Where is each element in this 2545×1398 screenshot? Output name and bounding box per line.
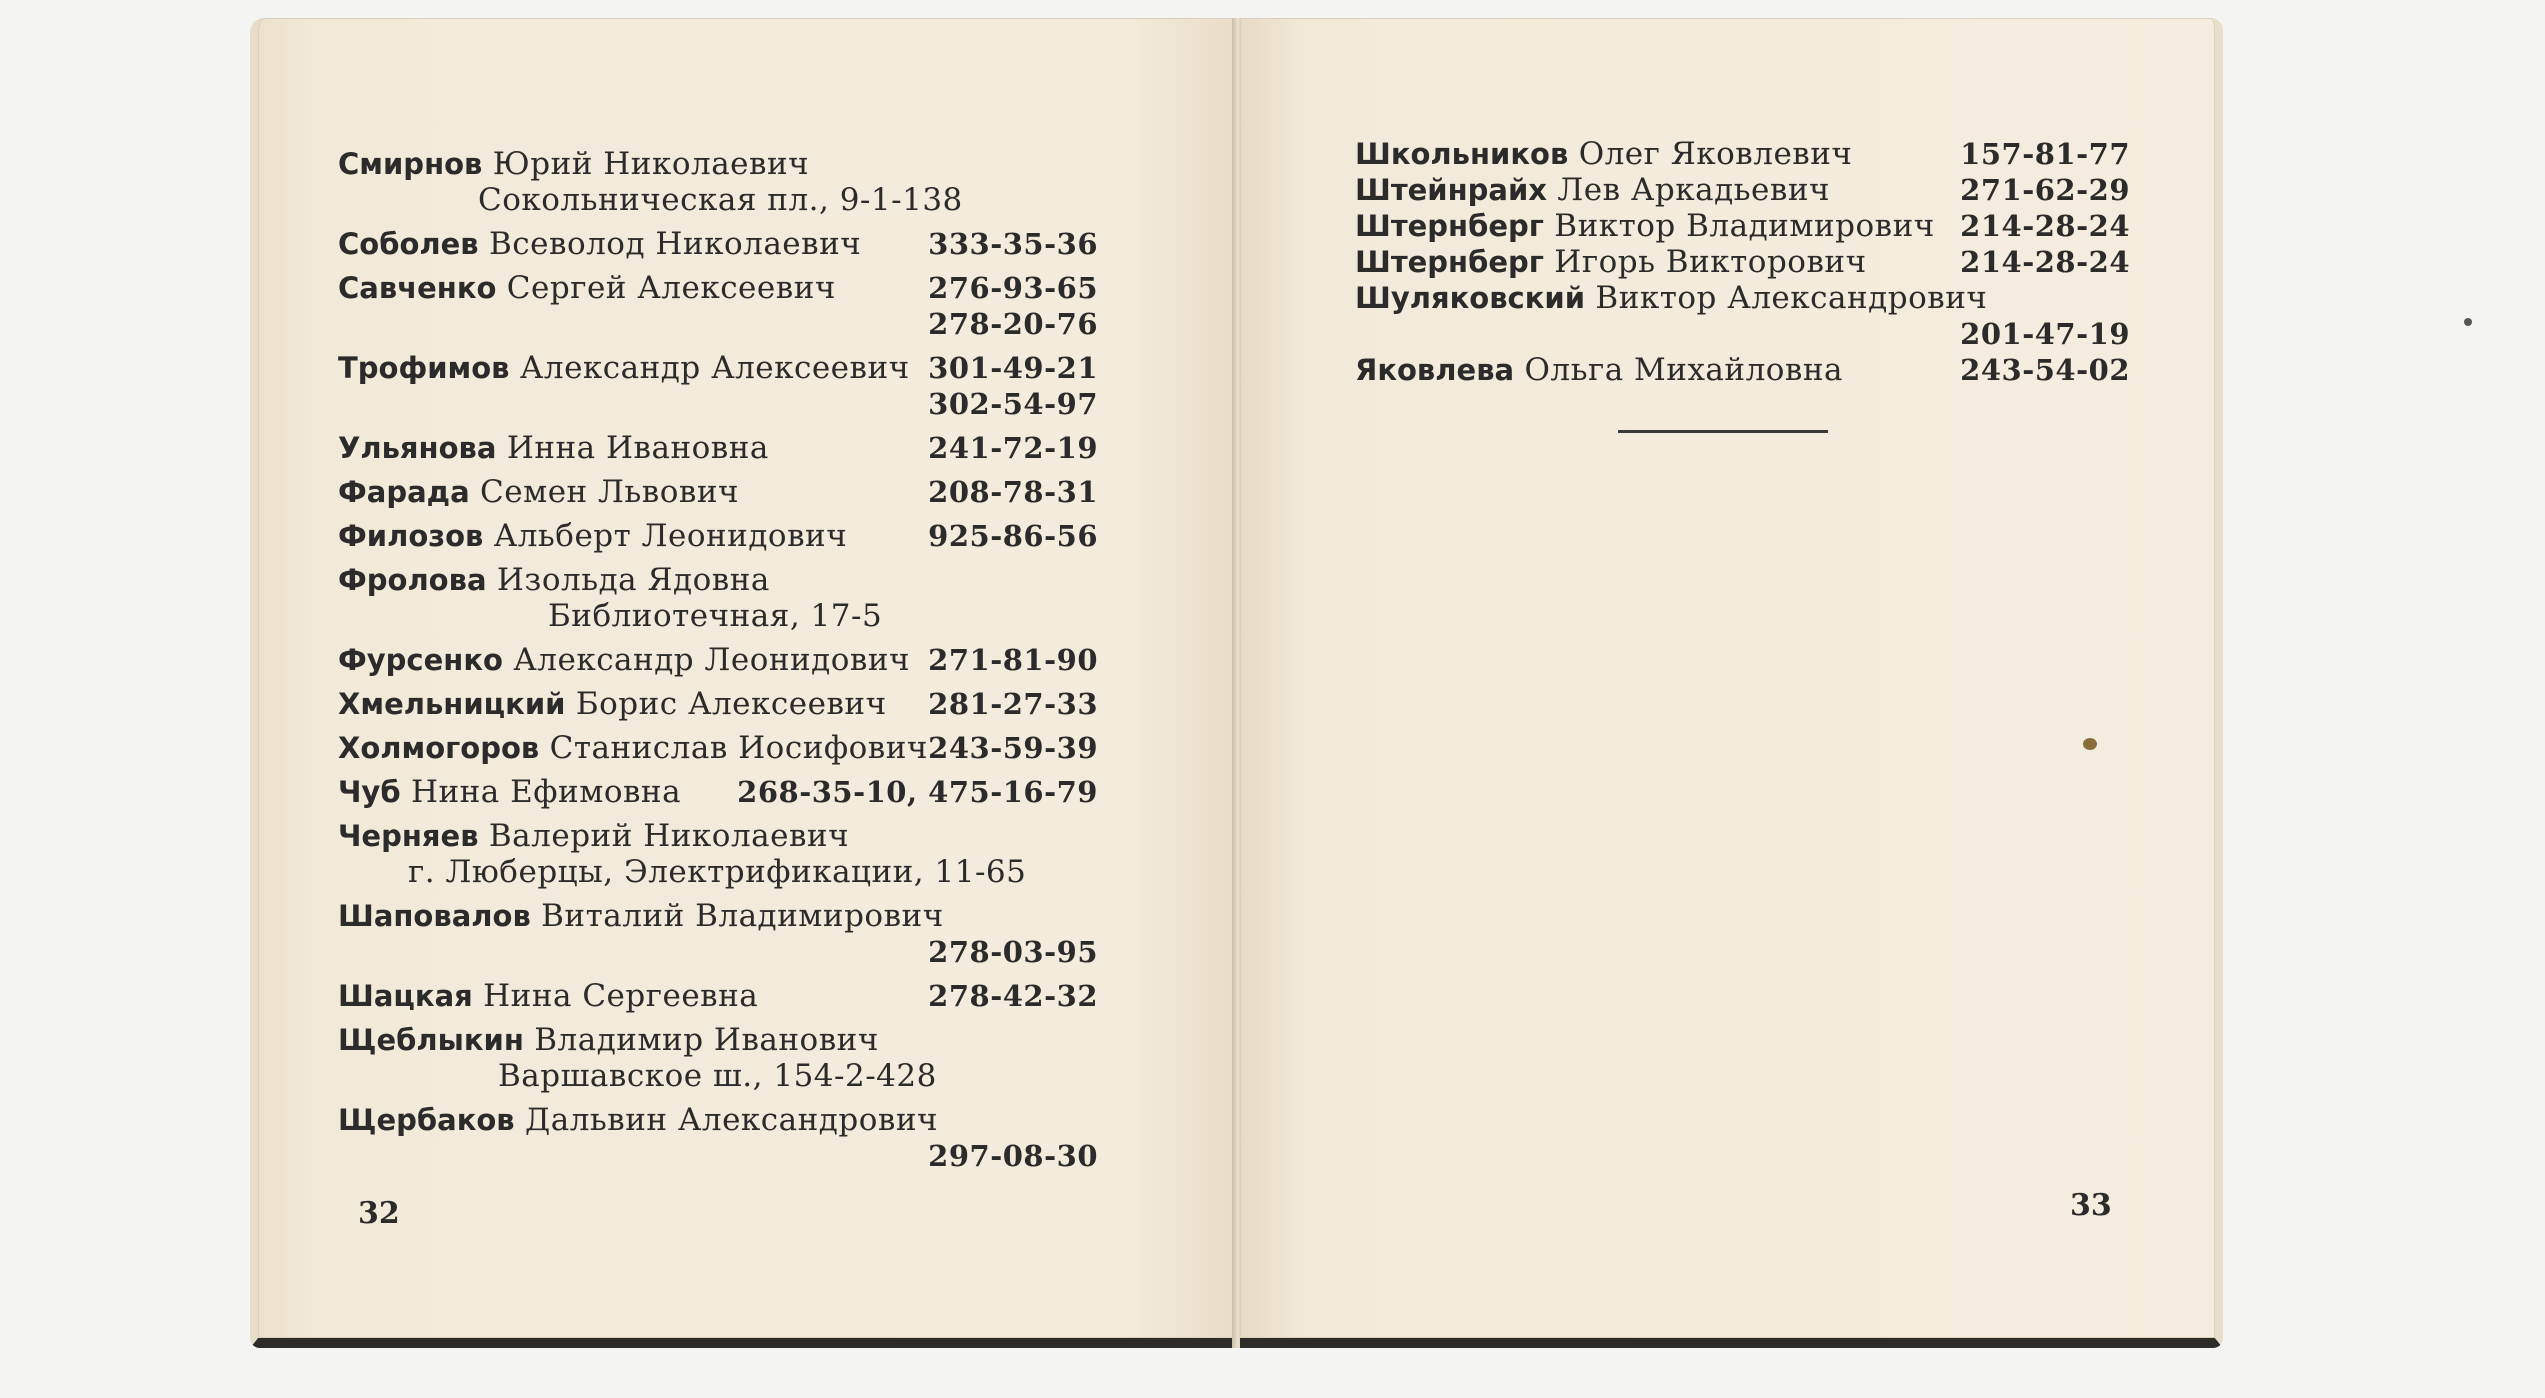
right-page (1240, 18, 2223, 1348)
phone-number: 301-49-21 (928, 351, 1098, 385)
given-name: Виталий Владимирович (541, 898, 944, 934)
surname: Филозов (338, 519, 484, 553)
given-name: Олег Яковлевич (1578, 136, 1853, 172)
directory-entry (338, 642, 1098, 678)
directory-entry (338, 1022, 1098, 1094)
surname: Чуб (338, 775, 401, 809)
directory-entry (338, 898, 1098, 970)
directory-entry (1355, 208, 2130, 244)
dust-speck (2464, 318, 2472, 326)
given-name: Владимир Иванович (534, 1022, 879, 1058)
surname: Штернберг (1355, 245, 1544, 279)
given-name: Виктор Александрович (1595, 280, 1988, 316)
directory-entry (1355, 136, 2130, 172)
given-name: Семен Львович (480, 474, 740, 510)
given-name: Валерий Николаевич (488, 818, 850, 854)
directory-entry (338, 730, 1098, 766)
phone-number: 214-28-24 (1960, 245, 2130, 279)
surname: Щербаков (338, 1103, 515, 1137)
given-name: Сергей Алексеевич (506, 270, 836, 306)
phone-number-extra: 297-08-30 (928, 1139, 1098, 1173)
phone-number-extra: 302-54-97 (928, 387, 1098, 421)
surname: Фурсенко (338, 643, 503, 677)
phone-number-extra: 201-47-19 (1960, 317, 2130, 351)
phone-number: 276-93-65 (928, 271, 1098, 305)
phone-number: 278-42-32 (928, 979, 1098, 1013)
surname: Трофимов (338, 351, 510, 385)
given-name: Борис Алексеевич (575, 686, 887, 722)
right-entry-list (1355, 136, 2130, 388)
given-name: Нина Ефимовна (410, 774, 682, 810)
phone-number: 271-81-90 (928, 643, 1098, 677)
given-name: Изольда Ядовна (496, 562, 770, 598)
surname: Ульянова (338, 431, 497, 465)
phone-number: 214-28-24 (1960, 209, 2130, 243)
given-name: Ольга Михайловна (1524, 352, 1844, 388)
surname: Шацкая (338, 979, 473, 1013)
left-page (250, 18, 1243, 1348)
phone-number: 241-72-19 (928, 431, 1098, 465)
directory-entry (338, 978, 1098, 1014)
directory-entry (338, 818, 1098, 890)
given-name: Всеволод Николаевич (489, 226, 862, 262)
directory-entry (1355, 280, 2130, 352)
surname: Фарада (338, 475, 470, 509)
phone-number: 333-35-36 (928, 227, 1098, 261)
address-line: Библиотечная, 17-5 (548, 598, 883, 634)
surname: Хмельницкий (338, 687, 566, 721)
phone-number: 271-62-29 (1960, 173, 2130, 207)
left-entry-list (338, 146, 1098, 1182)
phone-number: 157-81-77 (1960, 137, 2130, 171)
directory-entry (338, 146, 1098, 218)
given-name: Нина Сергеевна (483, 978, 759, 1014)
directory-entry (338, 350, 1098, 422)
directory-entry (338, 474, 1098, 510)
given-name: Станислав Иосифович (549, 730, 928, 766)
given-name: Виктор Владимирович (1554, 208, 1935, 244)
surname: Шуляковский (1355, 281, 1586, 315)
page-number-left: 32 (358, 1196, 400, 1231)
address-line: Варшавское ш., 154-2-428 (498, 1058, 937, 1094)
surname: Фролова (338, 563, 487, 597)
directory-entry (1355, 244, 2130, 280)
phone-number-extra: 278-20-76 (928, 307, 1098, 341)
surname: Школьников (1355, 137, 1569, 171)
surname: Холмогоров (338, 731, 540, 765)
phone-number-extra: 278-03-95 (928, 935, 1098, 969)
surname: Черняев (338, 819, 479, 853)
end-rule (1618, 430, 1828, 433)
surname: Соболев (338, 227, 479, 261)
paper-stain (2083, 738, 2097, 750)
given-name: Александр Алексеевич (519, 350, 910, 386)
given-name: Лев Аркадьевич (1557, 172, 1830, 208)
surname: Штернберг (1355, 209, 1544, 243)
directory-entry (338, 270, 1098, 342)
address-line: Сокольническая пл., 9-1-138 (478, 182, 963, 218)
phone-number: 243-54-02 (1960, 353, 2130, 387)
directory-entry (338, 686, 1098, 722)
phone-number: 925-86-56 (928, 519, 1098, 553)
directory-entry (338, 1102, 1098, 1174)
given-name: Юрий Николаевич (492, 146, 810, 182)
surname: Смирнов (338, 147, 483, 181)
given-name: Александр Леонидович (513, 642, 911, 678)
given-name: Дальвин Александрович (525, 1102, 939, 1138)
directory-entry (338, 774, 1098, 810)
surname: Шаповалов (338, 899, 531, 933)
address-line: г. Люберцы, Электрификации, 11-65 (408, 854, 1027, 890)
directory-entry (1355, 352, 2130, 388)
surname: Щеблыкин (338, 1023, 524, 1057)
surname: Савченко (338, 271, 497, 305)
phone-number: 243-59-39 (928, 731, 1098, 765)
given-name: Инна Ивановна (506, 430, 769, 466)
phone-number: 268-35-10, 475-16-79 (737, 775, 1098, 809)
directory-entry (338, 226, 1098, 262)
surname: Штейнрайх (1355, 173, 1548, 207)
surname: Яковлева (1355, 353, 1515, 387)
open-booklet (250, 18, 2215, 1348)
page-number-right: 33 (2070, 1188, 2112, 1223)
directory-entry (338, 430, 1098, 466)
phone-number: 208-78-31 (928, 475, 1098, 509)
directory-entry (338, 518, 1098, 554)
given-name: Альберт Леонидович (493, 518, 848, 554)
phone-number: 281-27-33 (928, 687, 1098, 721)
directory-entry (338, 562, 1098, 634)
given-name: Игорь Викторович (1554, 244, 1867, 280)
directory-entry (1355, 172, 2130, 208)
